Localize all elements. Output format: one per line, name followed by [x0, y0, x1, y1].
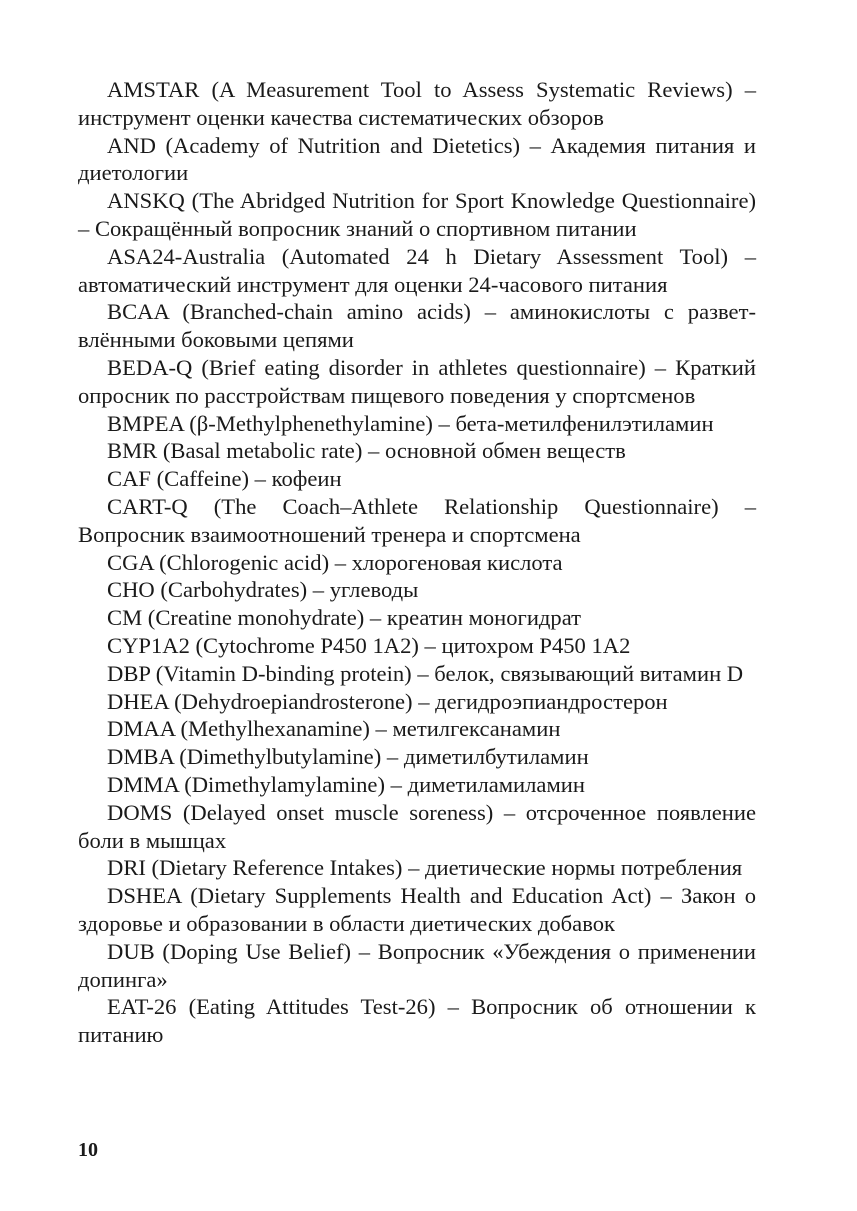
abbreviation-entry-cm: CM (Creatine monohydrate) – креатин моногидрат — [107, 605, 582, 631]
abbreviation-entry-cart-q: CART-Q (The Coach–Athlete Relationship Questionnaire) – Вопросник взаимоотношений тренера и спортсмена — [78, 493, 756, 547]
abbreviation-entry-dshea: DSHEA (Dietary Supplements Health and Education Act) – Закон о здоровье и образовании в области диетических добавок — [78, 883, 756, 936]
abbreviation-entry-bcaa: BCAA (Branched-chain amino acids) – аминокислоты с разветвлёнными боковыми цепями — [78, 299, 756, 353]
abbreviation-entry-anskq: ANSKQ (The Abridged Nutrition for Sport Knowledge Questionnaire) – Сокращённый вопросник знаний о спортивном питании — [78, 188, 756, 241]
abbreviation-entry-doms: DOMS (Delayed onset muscle soreness) – отсроченное появление боли в мышцах — [78, 799, 756, 853]
abbreviation-entry-dmma: DMMA (Dimethylamylamine) – диметиламиламин — [107, 771, 585, 797]
abbreviation-entry-bmpea: BMPEA (β-Methylphenethylamine) – бета-метилфенилэтиламин — [107, 410, 714, 436]
abbreviation-entry-dmba: DMBA (Dimethylbutylamine) – диметилбутиламин — [107, 744, 589, 770]
abbreviation-entry-beda-q: BEDA-Q (Brief eating disorder in athletes questionnaire) – Краткий опросник по расстройствам пищевого поведения у спортсменов — [78, 354, 756, 408]
abbreviation-entry-dri: DRI (Dietary Reference Intakes) – диетические нормы потребления — [107, 855, 743, 881]
abbreviation-entry-caf: CAF (Caffeine) – кофеин — [107, 466, 342, 492]
abbreviation-entry-cga: CGA (Chlorogenic acid) – хлорогеновая кислота — [107, 549, 563, 575]
abbreviation-entry-dbp: DBP (Vitamin D-binding protein) – белок, связывающий витамин D — [107, 660, 744, 686]
abbreviation-entry-amstar: AMSTAR (A Measurement Tool to Assess Systematic Reviews) – инструмент оценки качества систематических обзоров — [78, 77, 756, 130]
abbreviation-entry-dub: DUB (Doping Use Belief) – Вопросник «Убеждения о применении допинга» — [78, 938, 756, 992]
abbreviation-entry-asa24: ASA24-Australia (Automated 24 h Dietary Assessment Tool) – автоматический инструмент для оценки 24-часового питания — [78, 243, 756, 297]
page-number: 10 — [78, 1139, 98, 1161]
abbreviation-entry-bmr: BMR (Basal metabolic rate) – основной обмен веществ — [107, 438, 626, 464]
abbreviation-list — [78, 76, 756, 1049]
abbreviation-entry-dhea: DHEA (Dehydroepiandrosterone) – дегидроэпиандростерон — [107, 688, 668, 714]
abbreviation-entry-cho: CHO (Carbohydrates) – углеводы — [107, 577, 419, 603]
abbreviation-entry-cyp1a2: CYP1A2 (Cytochrome P450 1A2) – цитохром P450 1A2 — [107, 632, 631, 658]
abbreviation-entry-dmaa: DMAA (Methylhexanamine) – метилгексанамин — [107, 716, 561, 742]
abbreviation-entry-eat-26: EAT-26 (Eating Attitudes Test-26) – Вопросник об отношении к питанию — [78, 994, 756, 1048]
abbreviation-entry-and: AND (Academy of Nutrition and Dietetics) – Академия питания и диетологии — [78, 132, 756, 186]
